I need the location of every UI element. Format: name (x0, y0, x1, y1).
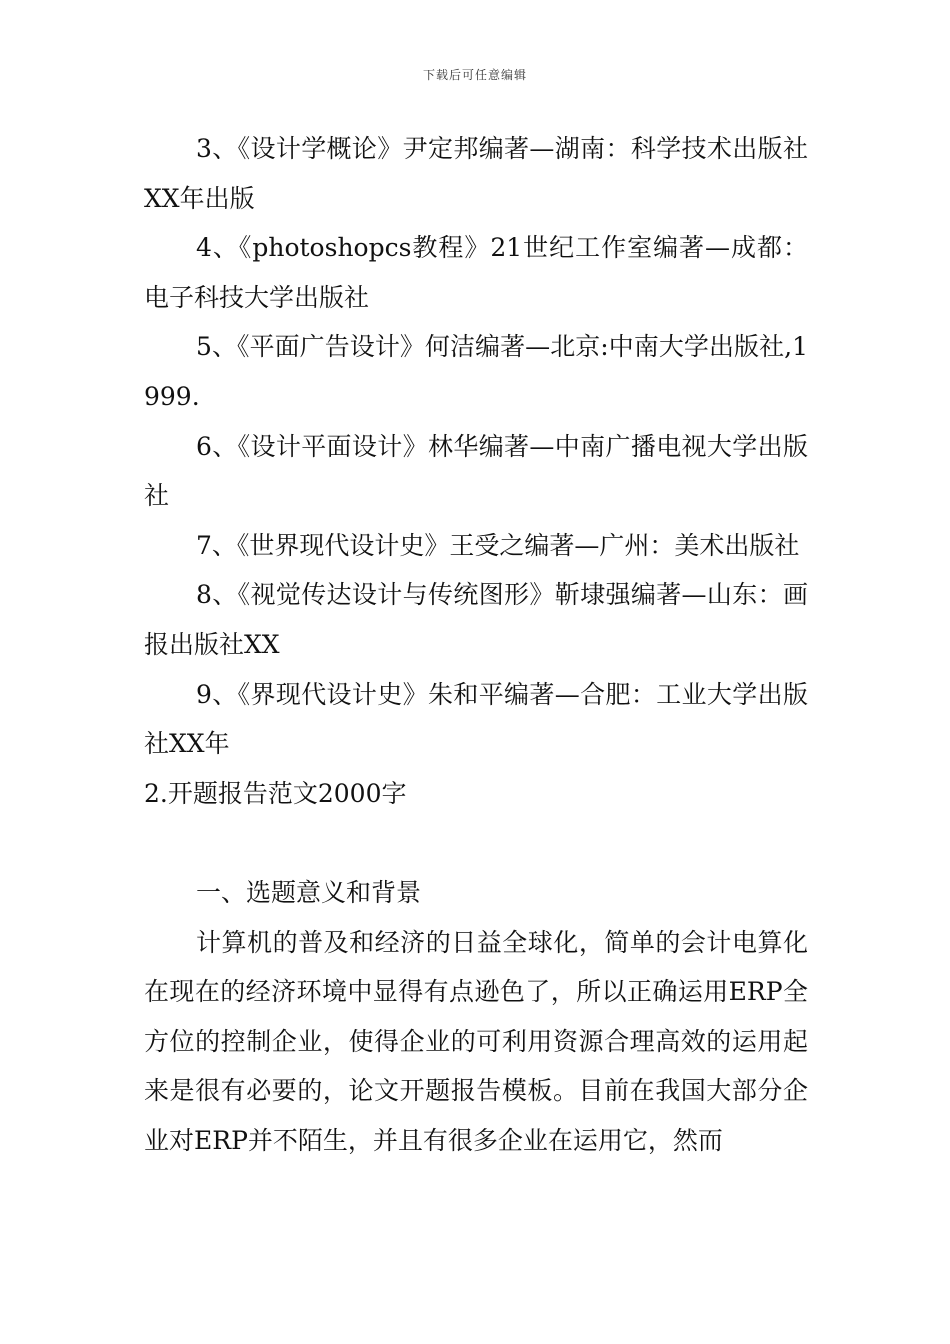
reference-item-5: 5、《平面广告设计》何洁编著—北京:中南大学出版社,1999. (144, 332, 808, 411)
reference-item-8: 8、《视觉传达设计与传统图形》靳埭强编著—山东：画报出版社XX (144, 580, 808, 659)
reference-item-6: 6、《设计平面设计》林华编著—中南广播电视大学出版社 (144, 431, 808, 511)
page-header: 下载后可任意编辑 (422, 68, 527, 82)
section-heading: 一、选题意义和背景 (196, 877, 422, 907)
article-title: 2.开题报告范文2000字 (144, 778, 407, 808)
document-body (144, 124, 808, 1165)
reference-item-3: 3、《设计学概论》尹定邦编著—湖南：科学技术出版社XX年出版 (144, 134, 808, 213)
reference-item-4: 4、《photoshopcs教程》21世纪工作室编著—成都：电子科技大学出版社 (144, 233, 808, 312)
blank-line (144, 818, 808, 868)
body-paragraph: 计算机的普及和经济的日益全球化，简单的会计电算化在现在的经济环境中显得有点逊色了，所以正确运用ERP全方位的控制企业，使得企业的可利用资源合理高效的运用起来是很有必要的，论文开题报告模板。目前在我国大部分企业对ERP并不陌生，并且有很多企业在运用它，然而 (144, 927, 808, 1155)
reference-item-7: 7、《世界现代设计史》王受之编著—广州：美术出版社 (196, 530, 800, 560)
reference-item-9: 9、《界现代设计史》朱和平编著—合肥：工业大学出版社XX年 (144, 679, 808, 759)
